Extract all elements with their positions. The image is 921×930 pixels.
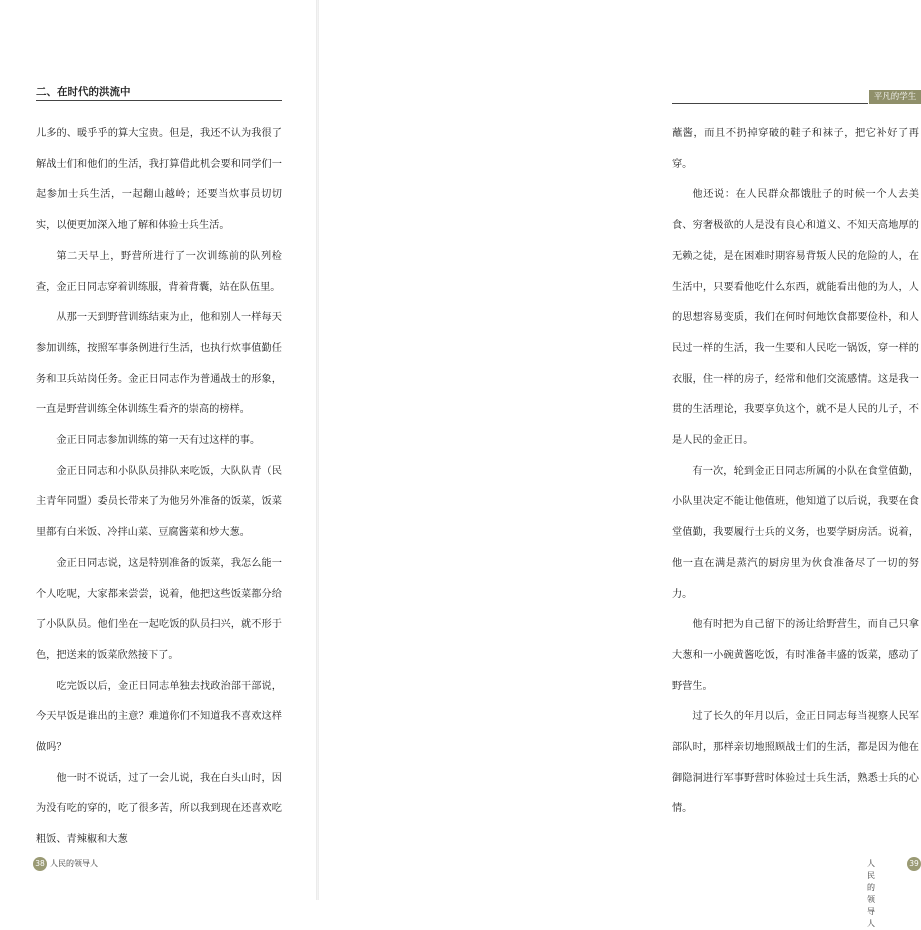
paragraph: 他有时把为自己留下的汤让给野营生，而自己只拿大葱和一小碗黄酱吃饭，有时准备丰盛的饭菜，感动了野营生。	[672, 619, 919, 692]
paragraph: 金正日同志参加训练的第一天有过这样的事。	[56, 435, 261, 447]
section-tag: 平凡的学生	[869, 90, 921, 104]
paragraph: 有一次，轮到金正日同志所属的小队在食堂值勤，小队里决定不能让他值班，他知道了以后说，我要在食堂值勤，我要履行士兵的义务，也要学厨房活。说着，他一直在满是蒸汽的厨房里为伙食准备尽了一切的努力。	[672, 465, 919, 600]
paragraph: 金正日同志和小队队员排队来吃饭，大队队青（民主青年同盟）委员长带来了为他另外准备的饭菜，饭菜里都有白米饭、冷拌山菜、豆腐酱菜和炒大葱。	[36, 465, 282, 539]
paragraph: 他一时不说话，过了一会儿说，我在白头山时，因为没有吃的穿的，吃了很多苦，所以我到现在还喜欢吃粗饭、青辣椒和大葱	[36, 772, 282, 846]
page-number: 38	[33, 857, 47, 871]
right-page	[319, 0, 919, 928]
right-body-text	[672, 119, 919, 825]
header-rule	[36, 100, 282, 101]
chapter-title: 二、在时代的洪流中	[36, 86, 131, 98]
footer-label: 人民的领导人	[50, 859, 98, 868]
paragraph: 吃完饭以后，金正日同志单独去找政治部干部说，今天早饭是谁出的主意？难道你们不知道我不喜欢这样做吗？	[36, 680, 282, 754]
paragraph: 金正日同志说，这是特别准备的饭菜，我怎么能一个人吃呢，大家都来尝尝，说着，他把这些饭菜都分给了小队队员。他们坐在一起吃饭的队员扫兴，就不形于色，把送来的饭菜欣然接下了。	[36, 557, 282, 661]
paragraph: 他还说：在人民群众都饿肚子的时候一个人去美食、穷奢极欲的人是没有良心和道义、不知天高地厚的无赖之徒，是在困难时期容易背叛人民的危险的人，在生活中，只要看他吃什么东西，就能看出他的为人，人的思想容易变质，我们在何时何地饮食都要俭朴，和人民过一样的生活，我一生要和人民吃一锅饭，穿一样的衣服，住一样的房子，经常和他们交流感情。这是我一贯的生活理论，我要享负这个，就不是人民的儿子，不是人民的金正日。	[672, 189, 919, 447]
paragraph: 儿多的、暖乎乎的算大宝贵。但是，我还不认为我很了解战士们和他们的生活，我打算借此机会要和同学们一起参加士兵生活，一起翻山越岭；还要当炊事员切切实，以便更加深入地了解和体验士兵生活。	[36, 128, 282, 232]
page-number: 39	[907, 857, 921, 871]
paragraph: 从那一天到野营训练结束为止，他和别人一样每天参加训练，按照军事条例进行生活，也执行炊事值勤任务和卫兵站岗任务。金正日同志作为普通战士的形象，一直是野营训练全体训练生看齐的崇高的榜样。	[36, 312, 282, 416]
paragraph: 蘸酱，而且不扔掉穿破的鞋子和袜子，把它补好了再穿。	[672, 128, 919, 170]
paragraph: 过了长久的年月以后，金正日同志每当视察人民军部队时，那样亲切地照顾战士们的生活，都是因为他在御隐洞进行军事野营时体验过士兵生活，熟悉士兵的心情。	[672, 711, 919, 815]
left-body-text	[36, 119, 282, 856]
footer-label: 人民的领导人	[867, 859, 875, 928]
header-rule	[672, 103, 868, 104]
left-page	[0, 0, 317, 900]
paragraph: 第二天早上，野营所进行了一次训练前的队列检查，金正日同志穿着训练服，背着背囊，站在队伍里。	[36, 250, 282, 293]
